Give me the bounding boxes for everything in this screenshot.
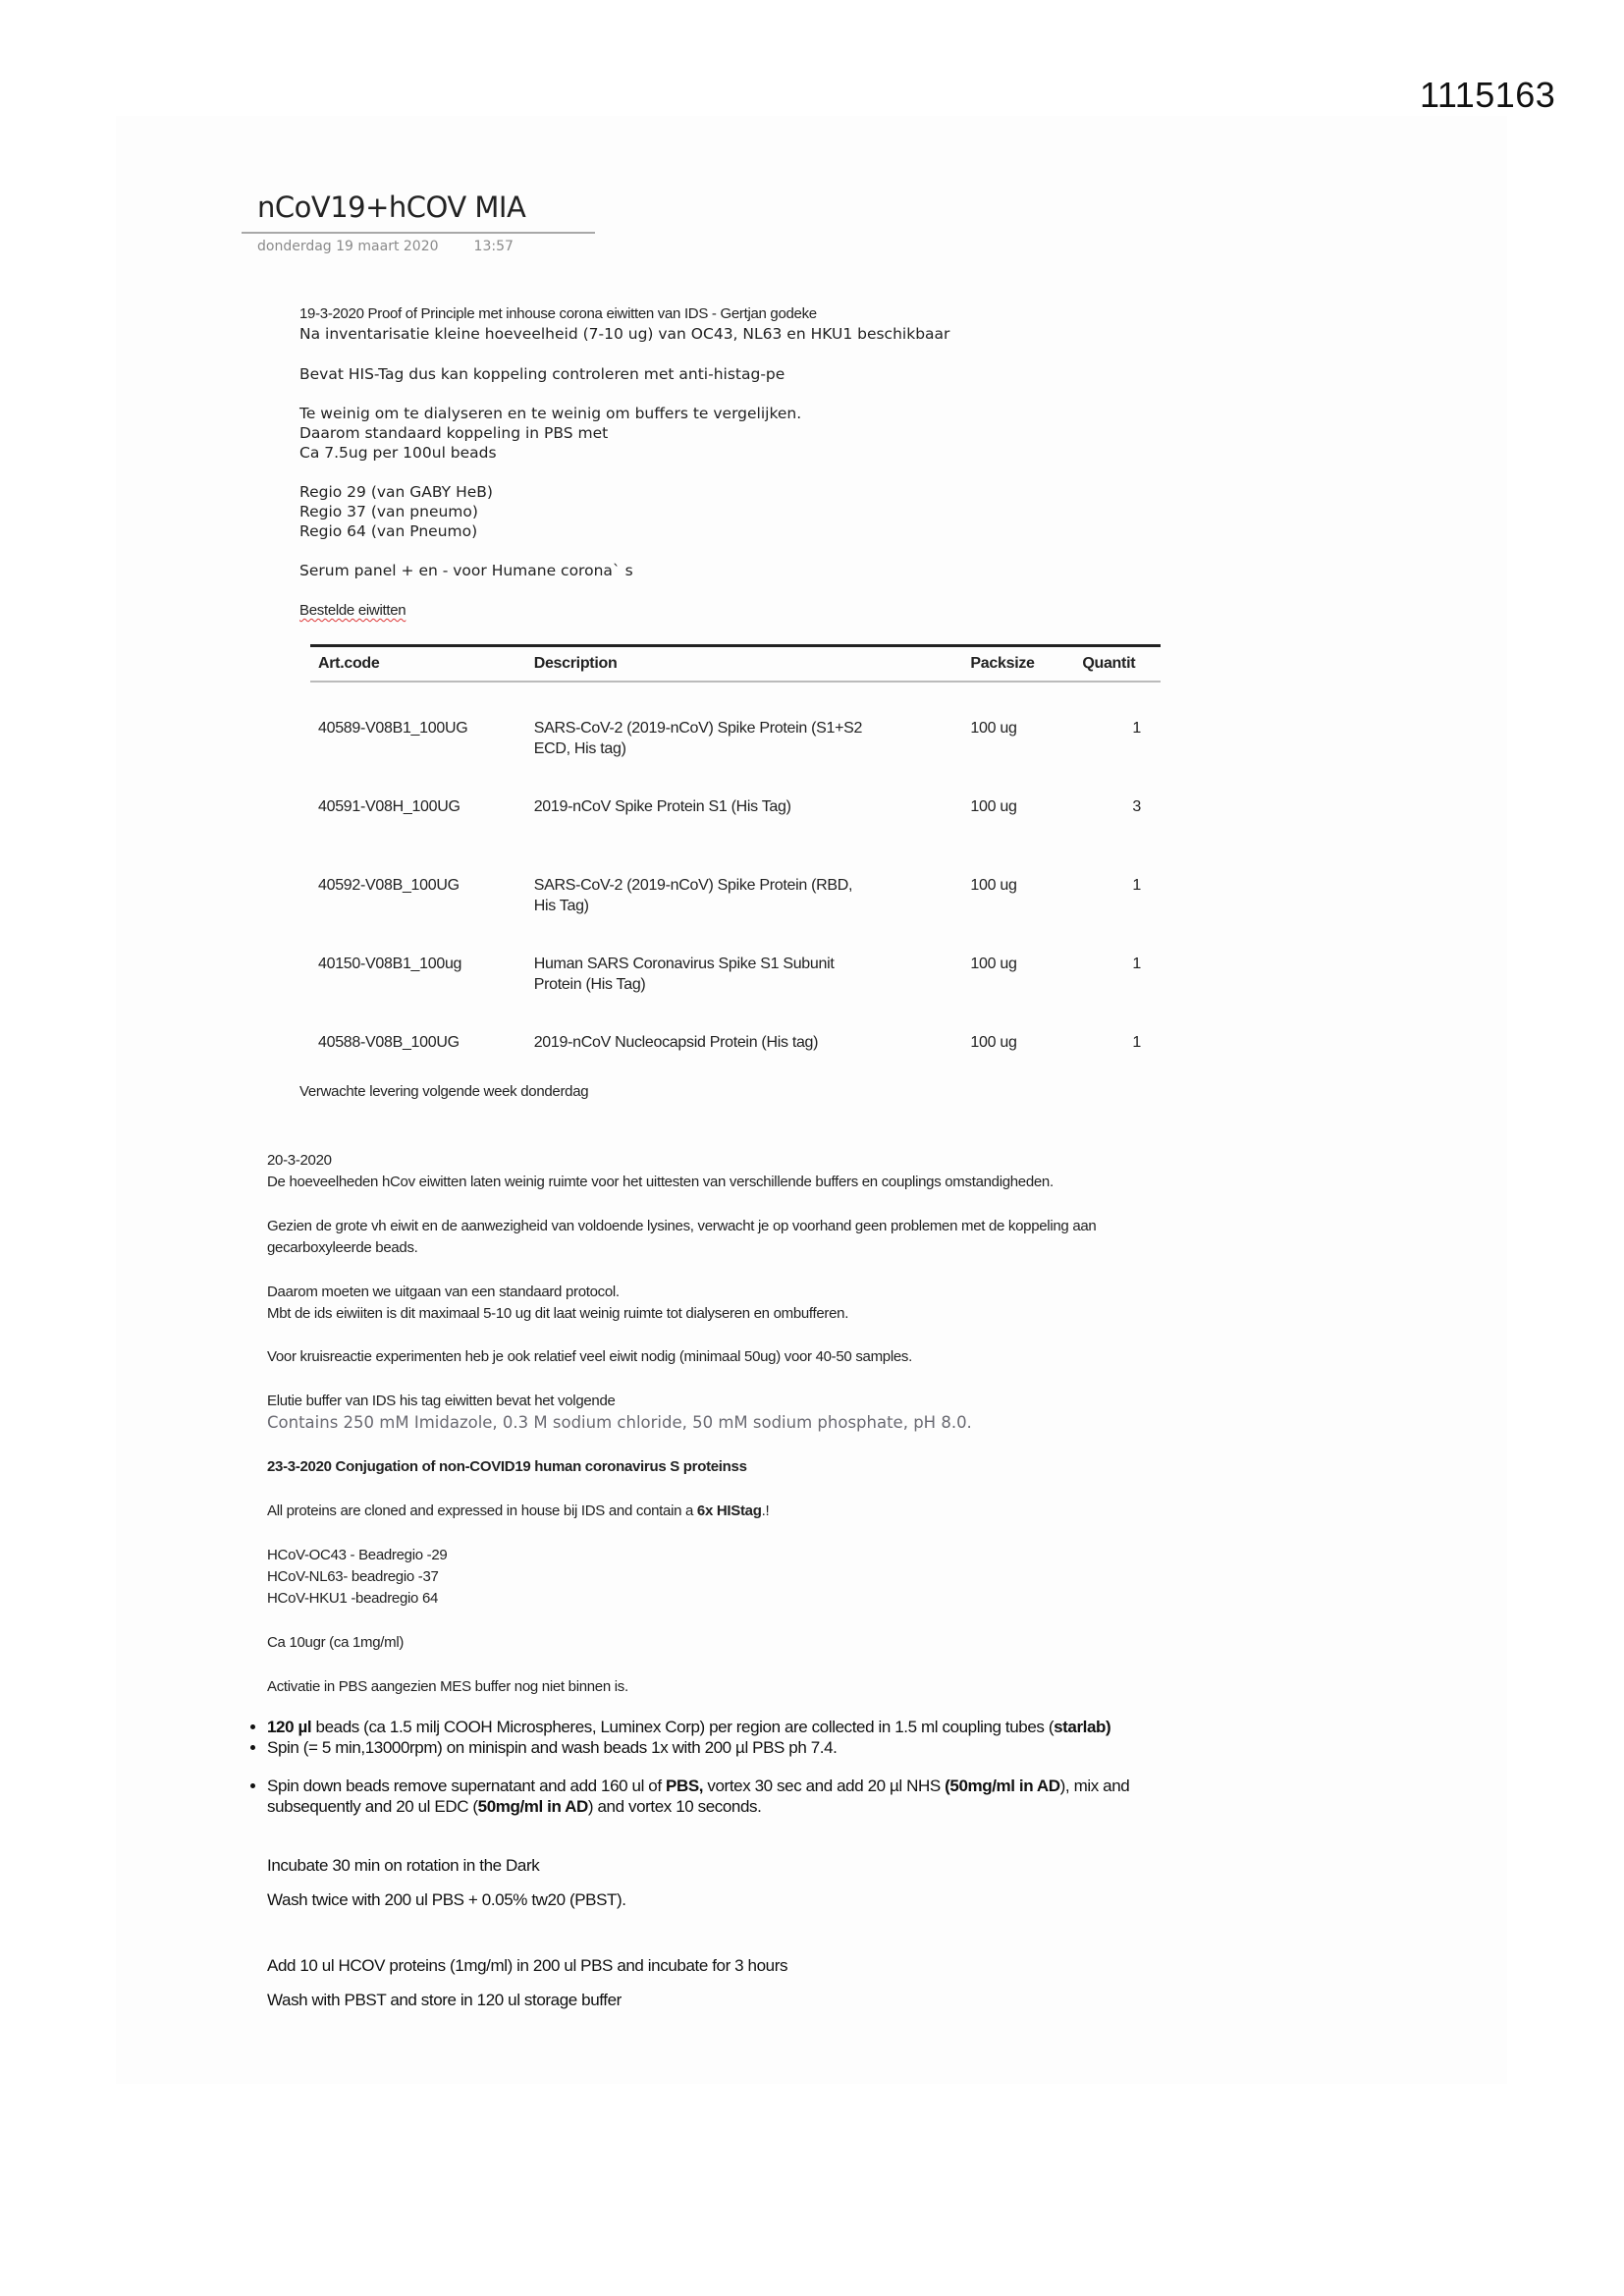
paragraph: Mbt de ids eiwiiten is dit maximaal 5-10 ug dit laat weinig ruimte tot dialyseren en ombufferen.	[267, 1305, 849, 1322]
cell-description	[526, 718, 963, 796]
entry-23-3-heading: 23-3-2020 Conjugation of non-COVID19 human coronavirus S proteinss	[267, 1458, 747, 1475]
column-header-packsize: Packsize	[970, 655, 1035, 672]
regio-item: Regio 37 (van pneumo)	[299, 503, 478, 520]
text: ) and vortex 10 seconds.	[587, 1797, 762, 1816]
regio-item: Regio 64 (van Pneumo)	[299, 522, 478, 540]
store-step: Wash with PBST and store in 120 ul storage buffer	[267, 1991, 622, 2009]
note-time: 13:57	[473, 239, 514, 254]
cell-artcode: 40150-V08B1_100ug	[318, 956, 462, 972]
protocol-steps	[236, 1776, 1129, 1817]
text: All proteins are cloned and expressed in house bij IDS and contain a	[267, 1503, 697, 1519]
cell-packsize: 100 ug	[970, 1034, 1017, 1051]
wash-step: Wash twice with 200 ul PBS + 0.05% tw20 (PBST).	[267, 1890, 626, 1909]
histag-line: Bevat HIS-Tag dus kan koppeling controleren met anti-histag-pe	[299, 365, 785, 383]
cell-quantity: 3	[1132, 798, 1141, 815]
cell-artcode: 40591-V08H_100UG	[318, 798, 460, 815]
cell-packsize: 100 ug	[970, 798, 1017, 815]
cell-quantity: 1	[1132, 956, 1141, 972]
description-line: 2019-nCoV Nucleocapsid Protein (His tag)	[533, 1034, 819, 1051]
text: subsequently and 20 ul EDC (	[267, 1797, 478, 1816]
cell-artcode: 40589-V08B1_100UG	[318, 720, 468, 737]
elution-buffer-contents: Contains 250 mM Imidazole, 0.3 M sodium chloride, 50 mM sodium phosphate, pH 8.0.	[267, 1413, 972, 1432]
cell-artcode: 40588-V08B_100UG	[318, 1034, 460, 1051]
entry-20-3-date: 20-3-2020	[267, 1152, 332, 1169]
ordered-proteins-heading: Bestelde eiwitten	[299, 602, 406, 619]
ordered-proteins-table	[310, 644, 1161, 1111]
cell-artcode: 40592-V08B_100UG	[318, 877, 460, 894]
add-proteins-step: Add 10 ul HCOV proteins (1mg/ml) in 200 ul PBS and incubate for 3 hours	[267, 1956, 788, 1975]
table-header-row	[310, 646, 1161, 683]
cell-quantity: 1	[1132, 720, 1141, 737]
table-row	[310, 954, 1161, 1032]
activation-line: Activatie in PBS aangezien MES buffer nog niet binnen is.	[267, 1678, 628, 1695]
paragraph: Daarom moeten we uitgaan van een standaard protocol.	[267, 1284, 620, 1300]
column-header-artcode: Art.code	[318, 655, 380, 672]
protocol-step	[267, 1776, 1129, 1817]
paragraph: De hoeveelheden hCov eiwitten laten weinig ruimte voor het uittesten van verschillende buffers en couplings omstandigheden.	[267, 1174, 1054, 1190]
cell-description	[526, 875, 963, 954]
cell-packsize: 100 ug	[970, 877, 1017, 894]
note-date: donderdag 19 maart 2020	[257, 239, 439, 254]
expected-delivery: Verwachte levering volgende week donderdag	[299, 1083, 589, 1100]
column-header-quantity: Quantit	[1082, 655, 1136, 672]
column-header-description: Description	[533, 655, 618, 672]
text: vortex 30 sec and add 20 µl NHS	[703, 1777, 946, 1795]
cell-packsize: 100 ug	[970, 956, 1017, 972]
dialysis-line: Te weinig om te dialyseren en te weinig om buffers te vergelijken.	[299, 405, 802, 422]
text: beads (ca 1.5 milj COOH Microspheres, Luminex Corp) per region are collected in 1.5 ml coupling tubes (	[311, 1718, 1055, 1736]
title-divider	[242, 232, 595, 234]
description-line: SARS-CoV-2 (2019-nCoV) Spike Protein (S1+S2	[533, 720, 863, 737]
paragraph: Voor kruisreactie experimenten heb je ook relatief veel eiwit nodig (minimaal 50ug) voor 40-50 samples.	[267, 1348, 912, 1365]
paragraph: gecarboxyleerde beads.	[267, 1239, 418, 1256]
amount-line: Ca 10ugr (ca 1mg/ml)	[267, 1634, 405, 1651]
incubate-step: Incubate 30 min on rotation in the Dark	[267, 1856, 540, 1875]
standard-coupling-line: Daarom standaard koppeling in PBS met	[299, 424, 609, 442]
amount-line: Ca 7.5ug per 100ul beads	[299, 444, 497, 462]
bold-text: 50mg/ml in AD	[477, 1797, 588, 1816]
cell-quantity: 1	[1132, 877, 1141, 894]
note-meta	[257, 239, 514, 254]
beadregion-item: HCoV-HKU1 -beadregio 64	[267, 1590, 439, 1607]
protocol-step	[267, 1717, 1110, 1737]
description-line: Human SARS Coronavirus Spike S1 Subunit	[533, 956, 835, 972]
cell-description	[526, 796, 963, 875]
document-id: 1115163	[1420, 75, 1556, 115]
table-row	[310, 796, 1161, 875]
protocol-steps	[236, 1717, 1110, 1758]
text: ), mix and	[1059, 1777, 1130, 1795]
text: Spin down beads remove supernatant and add 160 ul of	[267, 1777, 666, 1795]
cell-description	[526, 1032, 963, 1111]
protocol-step: • Spin (= 5 min,13000rpm) on minispin and wash beads 1x with 200 µl PBS ph 7.4.	[267, 1737, 1110, 1758]
bold-text: 120 µl	[267, 1718, 312, 1736]
beadregion-item: HCoV-OC43 - Beadregio -29	[267, 1547, 448, 1563]
bold-text: 6x HIStag	[696, 1503, 762, 1519]
cell-quantity: 1	[1132, 1034, 1141, 1051]
paragraph: Elutie buffer van IDS his tag eiwitten bevat het volgende	[267, 1393, 616, 1409]
description-line: SARS-CoV-2 (2019-nCoV) Spike Protein (RBD,	[533, 877, 853, 894]
table-row	[310, 875, 1161, 954]
description-line: Protein (His Tag)	[533, 976, 646, 993]
bold-text: starlab)	[1054, 1718, 1111, 1736]
cell-packsize: 100 ug	[970, 720, 1017, 737]
cell-description	[526, 954, 963, 1032]
table-row	[310, 718, 1161, 796]
entry-19-3-heading: 19-3-2020 Proof of Principle met inhouse corona eiwitten van IDS - Gertjan godeke	[299, 305, 817, 322]
paragraph: Gezien de grote vh eiwit en de aanwezigheid van voldoende lysines, verwacht je op voorhand geen problemen met de koppeling aan	[267, 1218, 1097, 1234]
bold-text: (50mg/ml in AD	[945, 1777, 1060, 1795]
serum-panel-line: Serum panel + en - voor Humane corona` s	[299, 562, 633, 579]
text: .!	[761, 1503, 770, 1519]
regio-item: Regio 29 (van GABY HeB)	[299, 483, 493, 501]
description-line: His Tag)	[533, 898, 589, 914]
description-line: 2019-nCoV Spike Protein S1 (His Tag)	[533, 798, 791, 815]
bold-text: PBS,	[666, 1777, 704, 1795]
note-title: nCoV19+hCOV MIA	[257, 191, 526, 224]
all-proteins-line	[267, 1502, 769, 1521]
description-line: ECD, His tag)	[533, 740, 626, 757]
beadregion-item: HCoV-NL63- beadregio -37	[267, 1568, 439, 1585]
inventory-line: Na inventarisatie kleine hoeveelheid (7-10 ug) van OC43, NL63 en HKU1 beschikbaar	[299, 325, 950, 343]
